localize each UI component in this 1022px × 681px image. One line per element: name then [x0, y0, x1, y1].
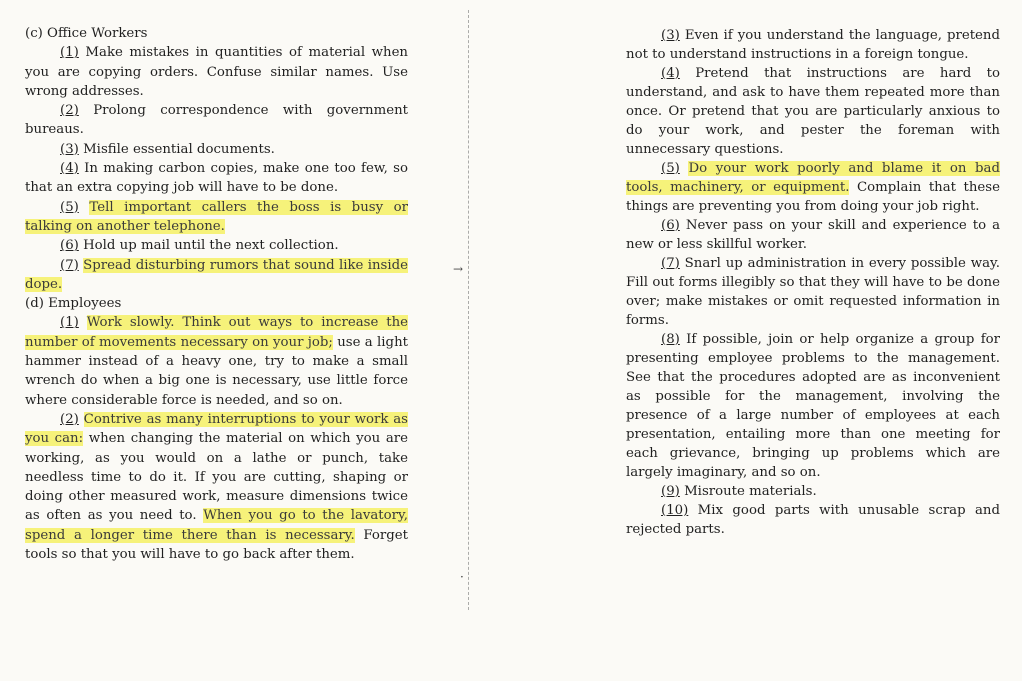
gutter-mark: → [453, 262, 464, 276]
highlight: Tell important callers the boss is busy or talking on another telephone. [25, 199, 408, 234]
list-item: (4) Pretend that instructions are hard to understand, and ask to have them repeated more than once. Or pretend that you are particularly anxious to do your work, and pester the foreman with unnecessary questions. [626, 66, 1000, 157]
section-heading: (c) Office Workers [25, 26, 148, 41]
list-item: (6) Never pass on your skill and experience to a new or less skillful worker. [626, 218, 1000, 252]
highlight: Work slowly. Think out ways to increase the number of movements necessary on your job; [25, 315, 408, 350]
list-item: (3) Even if you understand the language, pretend not to understand instructions in a foreign tongue. [626, 28, 1000, 62]
highlight: When you go to the lavatory, spend a longer time there than is necessary. [25, 508, 408, 543]
list-item: (10) Mix good parts with unusable scrap and rejected parts. [626, 503, 1000, 537]
list-item: (8) If possible, join or help organize a group for presenting employee problems to the management. See that the procedures adopted are as inconvenient as possible for the management, involving the presence of a large number of employees at each presentation, entailing more than one meeting for each grievance, bringing up problems which are largely imaginary, and so on. [626, 332, 1000, 480]
list-item: (6) Hold up mail until the next collection. [60, 238, 339, 254]
list-item: (5) Tell important callers the boss is busy or talking on another telephone. [25, 199, 408, 234]
page-gutter [468, 10, 470, 610]
list-item: (1) Work slowly. Think out ways to increase the number of movements necessary on your job; use a light hammer instead of a heavy one, try to make a small wrench do when a big one is necessary, use little force where considerable force is needed, and so on. [25, 315, 408, 408]
list-item: (2) Prolong correspondence with government bureaus. [25, 103, 408, 138]
section-heading: (d) Employees [25, 296, 122, 312]
right-column [626, 26, 1000, 539]
list-item: (9) Misroute materials. [661, 484, 817, 499]
list-item: (2) Contrive as many interruptions to your work as you can: when changing the material on which you are working, as you would on a lathe or punch, take needless time to do it. If you are cutting, shaping or doing other measured work, measure dimensions twice as often as you need to. When you go to the lavatory, spend a longer time there than is necessary. Forget tools so that you will have to go back after them. [25, 411, 408, 563]
highlight: Spread disturbing rumors that sound like inside dope. [25, 257, 409, 292]
gutter-mark: · [460, 570, 464, 584]
highlight: Do your work poorly and blame it on bad tools, machinery, or equipment. [626, 161, 1000, 195]
list-item: (4) In making carbon copies, make one too few, so that an extra copying job will have to be done. [25, 161, 408, 196]
list-item: (7) Snarl up administration in every possible way. Fill out forms illegibly so that they will have to be done over; make mistakes or omit requested information in forms. [626, 256, 1000, 328]
list-item: (3) Misfile essential documents. [60, 141, 275, 157]
left-column [25, 24, 408, 564]
list-item: (5) Do your work poorly and blame it on bad tools, machinery, or equipment. Complain that these things are preventing you from doing your job right. [626, 161, 1000, 214]
list-item: (7) Spread disturbing rumors that sound like inside dope. [25, 257, 409, 292]
list-item: (1) Make mistakes in quantities of material when you are copying orders. Confuse similar names. Use wrong addresses. [25, 45, 408, 99]
highlight: Contrive as many interruptions to your work as you can: [25, 411, 408, 447]
